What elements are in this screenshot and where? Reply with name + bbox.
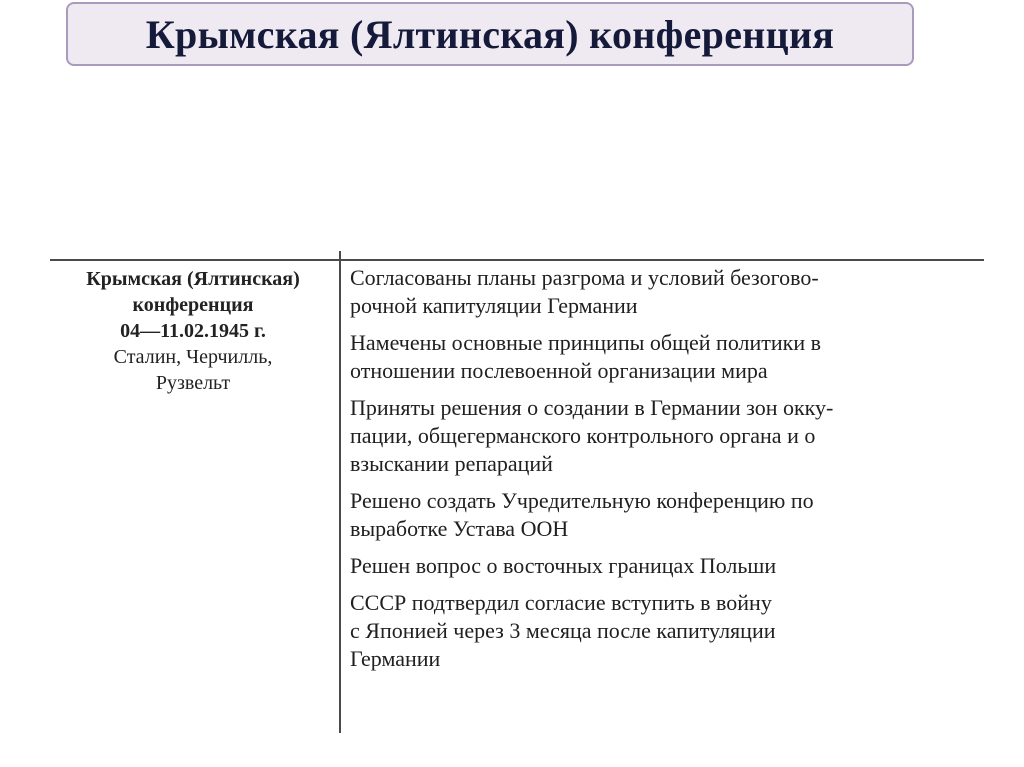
decision-item: СССР подтвердил согласие вступить в войну с Японией через 3 месяца после капитуляции Германии <box>350 590 776 671</box>
conference-name-line2: конференция <box>132 294 254 316</box>
decision-item: Намечены основные принципы общей политики в отношении послевоенной организации мира <box>350 330 822 383</box>
conference-info-cell <box>52 266 334 396</box>
participants-line2: Рузвельт <box>155 372 231 394</box>
conference-dates: 04—11.02.1945 г. <box>120 320 266 342</box>
title-box <box>66 2 914 66</box>
conference-name-line1: Крымская (Ялтинская) <box>86 268 300 290</box>
decisions-cell <box>350 264 970 682</box>
slide-title: Крымская (Ялтинская) конференция <box>145 11 835 57</box>
decision-item: Приняты решения о создании в Германии зон окку- пации, общегерманского контрольного органа и о взыскании репараций <box>350 395 834 476</box>
participants-line1: Сталин, Черчилль, <box>113 346 273 368</box>
decision-item: Решен вопрос о восточных границах Польши <box>350 553 777 578</box>
table-column-divider <box>339 251 341 733</box>
decision-item: Согласованы планы разгрома и условий безогово- рочной капитуляции Германии <box>350 265 819 318</box>
decision-item: Решено создать Учредительную конференцию по выработке Устава ООН <box>350 488 814 541</box>
table-top-rule <box>50 259 984 261</box>
